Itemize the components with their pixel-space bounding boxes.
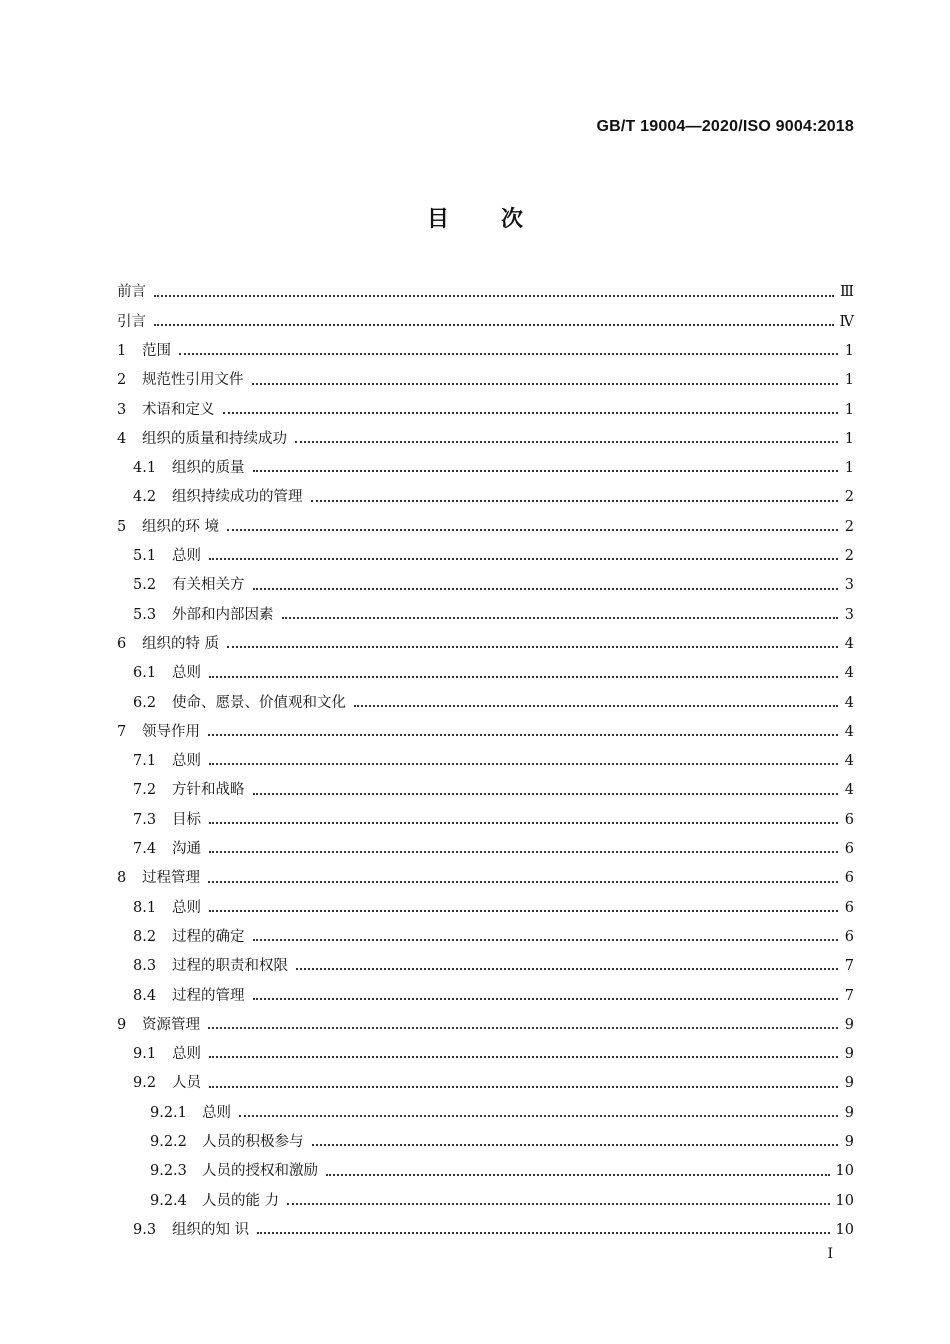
- toc-entry[interactable]: [117, 1186, 854, 1215]
- toc-dot-leader: [208, 734, 838, 736]
- toc-entry-page: 4: [844, 694, 854, 711]
- toc-dot-leader: [227, 529, 838, 531]
- toc-entry[interactable]: [117, 337, 854, 366]
- toc-entry-number: 8.4: [133, 987, 157, 1004]
- toc-entry[interactable]: [117, 659, 854, 688]
- toc-dot-leader: [253, 470, 839, 472]
- toc-entry[interactable]: [117, 805, 854, 834]
- toc-entry-page: 10: [835, 1221, 854, 1238]
- toc-entry-page: 9: [844, 1016, 854, 1033]
- toc-entry-number: 5.3: [133, 606, 157, 623]
- toc-entry[interactable]: [117, 981, 854, 1010]
- toc-entry[interactable]: [117, 952, 854, 981]
- toc-entry[interactable]: [117, 571, 854, 600]
- toc-entry-number: 8.3: [133, 958, 157, 975]
- title-char-left: 目: [426, 207, 449, 232]
- toc-entry[interactable]: [117, 600, 854, 629]
- toc-dot-leader: [209, 1056, 838, 1058]
- toc-entry[interactable]: [117, 630, 854, 659]
- toc-entry-number: 8.1: [133, 899, 157, 916]
- toc-entry[interactable]: [117, 1157, 854, 1186]
- toc-entry[interactable]: [117, 542, 854, 571]
- toc-entry-number: 6.2: [133, 694, 157, 711]
- toc-entry-page: 1: [844, 372, 854, 389]
- toc-dot-leader: [209, 851, 838, 853]
- toc-dot-leader: [253, 793, 839, 795]
- toc-entry[interactable]: [117, 747, 854, 776]
- toc-entry[interactable]: [117, 454, 854, 483]
- toc-entry-page: 1: [844, 460, 854, 477]
- toc-entry-title: 有关相关方: [172, 577, 245, 594]
- toc-entry-number: 7.2: [133, 782, 157, 799]
- toc-entry[interactable]: [117, 278, 854, 307]
- toc-dot-leader: [209, 1086, 838, 1088]
- toc-entry-number: 7: [117, 723, 127, 740]
- toc-entry-page: 4: [844, 753, 854, 770]
- toc-entry-page: 3: [844, 577, 854, 594]
- toc-entry-title: 过程的管理: [172, 987, 245, 1004]
- toc-entry-title: 规范性引用文件: [142, 372, 244, 389]
- standard-code: GB/T 19004—2020/ISO 9004:2018: [596, 118, 854, 135]
- toc-dot-leader: [253, 939, 839, 941]
- toc-entry-title: 总则: [172, 899, 201, 916]
- toc-dot-leader: [282, 617, 839, 619]
- toc-entry-page: 4: [844, 665, 854, 682]
- toc-entry[interactable]: [117, 307, 854, 336]
- toc-dot-leader: [253, 998, 839, 1000]
- toc-entry[interactable]: [117, 366, 854, 395]
- toc-entry-title: 组织的知 识: [172, 1221, 250, 1238]
- toc-entry[interactable]: [117, 424, 854, 453]
- table-of-contents: [117, 278, 854, 1245]
- toc-entry[interactable]: [117, 1040, 854, 1069]
- toc-entry-number: 9.2.4: [150, 1192, 187, 1209]
- toc-entry-page: 9: [844, 1046, 854, 1063]
- toc-entry-number: 9.2: [133, 1075, 157, 1092]
- toc-entry-title: 人员: [172, 1075, 201, 1092]
- toc-entry-page: Ⅲ: [840, 284, 854, 301]
- toc-entry-page: 9: [844, 1075, 854, 1092]
- toc-entry-page: 3: [844, 606, 854, 623]
- toc-entry-title: 方针和战略: [172, 782, 245, 799]
- toc-entry[interactable]: [117, 395, 854, 424]
- toc-entry-title: 组织的质量: [172, 460, 245, 477]
- toc-dot-leader: [296, 968, 838, 970]
- toc-entry-number: 4.1: [133, 460, 157, 477]
- toc-entry-title: 术语和定义: [142, 401, 215, 418]
- toc-entry-title: 人员的积极参与: [202, 1134, 304, 1150]
- toc-entry-page: 1: [844, 342, 854, 359]
- toc-entry[interactable]: [117, 1010, 854, 1039]
- toc-entry-page: 4: [844, 635, 854, 652]
- toc-entry-number: 5.2: [133, 577, 157, 594]
- toc-dot-leader: [223, 412, 839, 414]
- toc-entry-page: 9: [844, 1134, 854, 1150]
- toc-entry-number: 1: [117, 342, 127, 359]
- toc-entry-page: 6: [844, 928, 854, 945]
- toc-entry-page: 9: [844, 1104, 854, 1121]
- toc-entry-title: 引言: [117, 313, 146, 330]
- toc-dot-leader: [209, 822, 838, 824]
- toc-dot-leader: [179, 353, 838, 355]
- toc-dot-leader: [227, 646, 838, 648]
- toc-entry-title: 过程的确定: [172, 928, 245, 945]
- toc-entry[interactable]: [117, 483, 854, 512]
- toc-entry[interactable]: [117, 717, 854, 746]
- toc-entry-number: 3: [117, 401, 127, 418]
- toc-entry[interactable]: [117, 688, 854, 717]
- toc-dot-leader: [209, 558, 838, 560]
- toc-entry-number: 6: [117, 635, 127, 652]
- toc-entry[interactable]: [117, 1069, 854, 1098]
- toc-entry-title: 组织持续成功的管理: [172, 489, 303, 506]
- toc-entry-page: 4: [844, 782, 854, 799]
- toc-dot-leader: [311, 500, 839, 502]
- toc-entry-number: 6.1: [133, 665, 157, 682]
- toc-entry-page: 2: [844, 518, 854, 535]
- toc-entry-page: 2: [844, 489, 854, 506]
- toc-entry-title: 目标: [172, 811, 201, 828]
- toc-dot-leader: [253, 588, 839, 590]
- toc-entry-title: 过程的职责和权限: [172, 958, 288, 975]
- toc-entry-page: Ⅳ: [839, 313, 854, 330]
- toc-dot-leader: [154, 295, 834, 297]
- toc-entry-page: 10: [835, 1163, 854, 1180]
- toc-entry-number: 9.2.1: [150, 1104, 187, 1121]
- toc-entry-title: 前言: [117, 284, 146, 301]
- toc-entry-number: 4.2: [133, 489, 157, 506]
- toc-entry-title: 人员的授权和激励: [202, 1163, 318, 1180]
- toc-entry-page: 4: [844, 723, 854, 740]
- toc-entry[interactable]: [117, 512, 854, 541]
- toc-entry-page: 2: [844, 548, 854, 565]
- toc-entry-title: 使命、愿景、价值观和文化: [172, 694, 346, 711]
- toc-dot-leader: [239, 1115, 838, 1117]
- toc-entry-page: 6: [844, 841, 854, 858]
- toc-dot-leader: [295, 441, 838, 443]
- toc-entry-title: 总则: [172, 1046, 201, 1063]
- toc-entry-number: 9.2.3: [150, 1163, 187, 1180]
- toc-entry-title: 总则: [202, 1104, 231, 1121]
- toc-dot-leader: [312, 1144, 839, 1146]
- toc-entry-title: 过程管理: [142, 870, 200, 887]
- toc-entry-number: 5: [117, 518, 127, 535]
- toc-entry-number: 9.1: [133, 1046, 157, 1063]
- toc-dot-leader: [209, 676, 838, 678]
- toc-dot-leader: [208, 1027, 838, 1029]
- toc-entry-page: 10: [835, 1192, 854, 1209]
- toc-entry-title: 沟通: [172, 841, 201, 858]
- toc-entry-number: 7.3: [133, 811, 157, 828]
- toc-dot-leader: [257, 1232, 829, 1234]
- toc-entry-title: 组织的特 质: [142, 635, 220, 652]
- toc-entry[interactable]: [117, 776, 854, 805]
- toc-entry-number: 8: [117, 870, 127, 887]
- toc-entry-title: 领导作用: [142, 723, 200, 740]
- toc-dot-leader: [209, 763, 838, 765]
- toc-entry-page: 7: [844, 958, 854, 975]
- toc-entry-number: 4: [117, 430, 127, 447]
- toc-entry[interactable]: [117, 893, 854, 922]
- page-number: I: [827, 1246, 833, 1262]
- toc-entry-title: 组织的质量和持续成功: [142, 430, 287, 447]
- toc-entry-number: 8.2: [133, 928, 157, 945]
- toc-entry[interactable]: [117, 1128, 854, 1157]
- toc-entry-title: 外部和内部因素: [172, 606, 274, 623]
- toc-entry-page: 1: [844, 401, 854, 418]
- toc-entry-title: 总则: [172, 548, 201, 565]
- toc-entry-number: 9: [117, 1016, 127, 1033]
- toc-entry[interactable]: [117, 864, 854, 893]
- title-char-right: 次: [501, 207, 524, 232]
- toc-entry[interactable]: [117, 1216, 854, 1245]
- toc-entry-page: 7: [844, 987, 854, 1004]
- toc-dot-leader: [154, 324, 834, 326]
- toc-entry-page: 1: [844, 430, 854, 447]
- toc-entry[interactable]: [117, 1098, 854, 1127]
- toc-entry[interactable]: [117, 923, 854, 952]
- toc-entry-title: 资源管理: [142, 1016, 200, 1033]
- toc-dot-leader: [287, 1203, 829, 1205]
- toc-entry-title: 总则: [172, 753, 201, 770]
- toc-entry-title: 组织的环 境: [142, 518, 220, 535]
- toc-entry-number: 9.2.2: [150, 1134, 187, 1150]
- page-title: [0, 202, 950, 233]
- toc-entry-page: 6: [844, 811, 854, 828]
- toc-entry-number: 5.1: [133, 548, 157, 565]
- toc-entry[interactable]: [117, 835, 854, 864]
- toc-entry-page: 6: [844, 899, 854, 916]
- toc-entry-number: 2: [117, 372, 127, 389]
- toc-entry-title: 范围: [142, 342, 171, 359]
- toc-entry-number: 7.1: [133, 753, 157, 770]
- toc-entry-page: 6: [844, 870, 854, 887]
- toc-dot-leader: [208, 881, 838, 883]
- toc-dot-leader: [209, 910, 838, 912]
- toc-entry-number: 9.3: [133, 1221, 157, 1238]
- toc-entry-title: 人员的能 力: [202, 1192, 280, 1209]
- toc-dot-leader: [326, 1174, 830, 1176]
- toc-dot-leader: [252, 383, 839, 385]
- toc-entry-number: 7.4: [133, 841, 157, 858]
- toc-dot-leader: [354, 705, 838, 707]
- toc-entry-title: 总则: [172, 665, 201, 682]
